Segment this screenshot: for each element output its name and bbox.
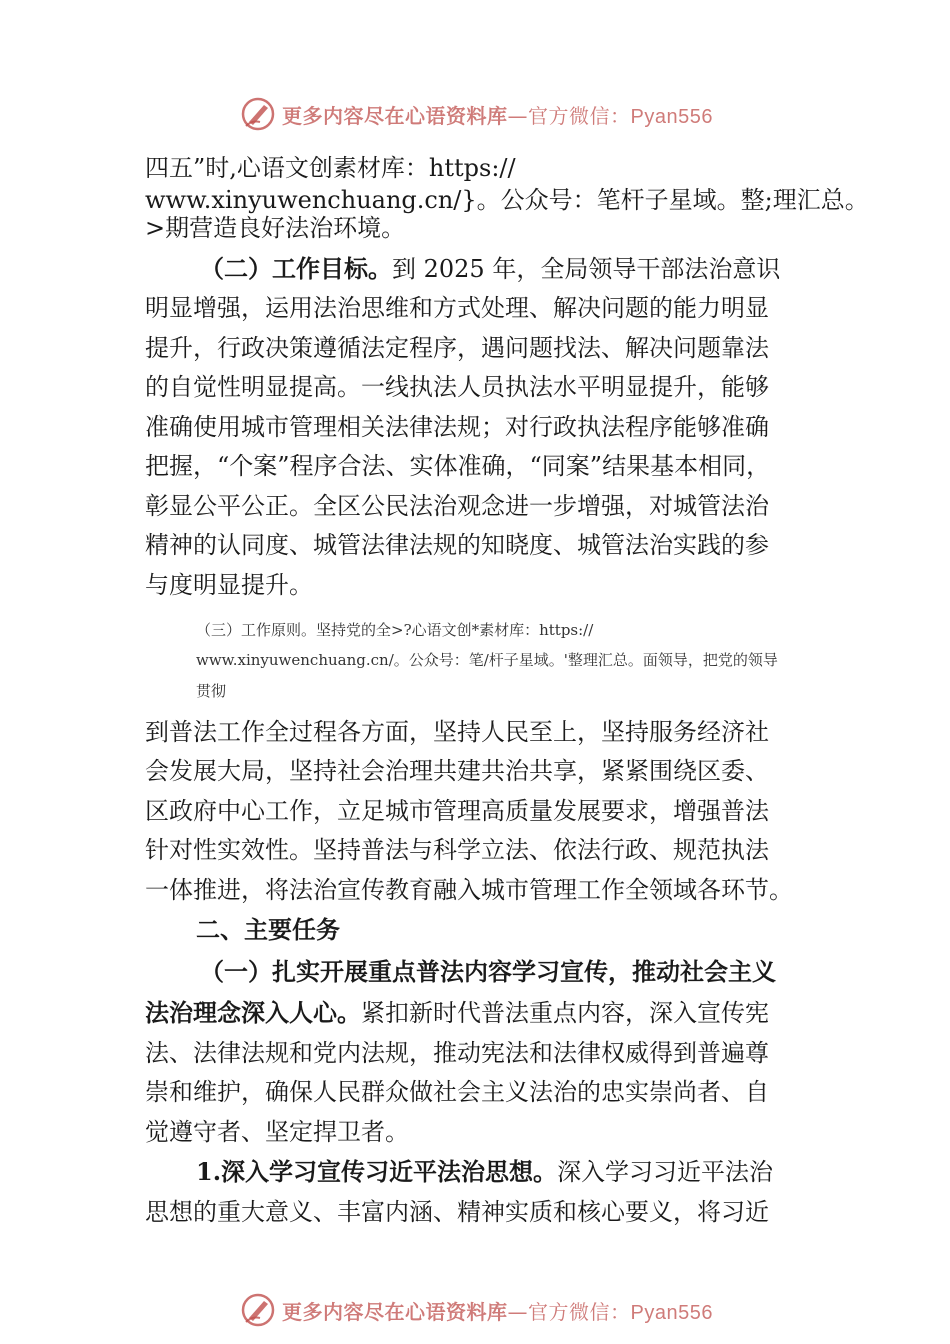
watermark-sub: 官方微信： [528,103,631,128]
watermark-dash: — [507,1299,528,1324]
principle-small-line: 贯彻 [196,682,227,700]
watermark-id: Pyan556 [630,1301,713,1324]
principle-line: 到普法工作全过程各方面，坚持人民至上，坚持服务经济社 [145,718,769,746]
watermark-text [282,1296,713,1325]
goal-label: （二）工作目标。 [200,254,392,283]
goal-line: 与度明显提升。 [145,571,313,599]
pen-logo-icon [240,96,276,132]
section-heading: 二、主要任务 [196,916,340,944]
watermark-dash: — [507,103,528,128]
goal-line: 的自觉性明显提高。一线执法人员执法水平明显提升，能够 [145,373,769,401]
goal-first-text: 到 2025 年，全局领导干部法治意识 [392,255,781,283]
task1-line: 法、法律法规和党内法规，推动宪法和法律权威得到普遍尊 [145,1039,769,1067]
principle-line: 区政府中心工作，立足城市管理高质量发展要求，增强普法 [145,797,769,825]
principle-small-line: （三）工作原则。坚持党的全>?心语文创*素材库：https:// [196,621,594,639]
task1-line: 觉遵守者、坚定捍卫者。 [145,1118,409,1146]
goal-line: 提升，行政决策遵循法定程序，遇问题找法、解决问题靠法 [145,334,769,362]
principle-line: 会发展大局，坚持社会治理共建共治共享，紧紧围绕区委、 [145,757,769,785]
task1-first-text: 紧扣新时代普法重点内容，深入宣传宪 [361,999,769,1027]
item1-line: 思想的重大意义、丰富内涵、精神实质和核心要义，将习近 [145,1198,769,1226]
watermark-main: 更多内容尽在心语资料库 [282,103,508,128]
watermark-text [282,100,713,129]
text-line: >期营造良好法治环境。 [145,214,406,242]
watermark-main: 更多内容尽在心语资料库 [282,1299,508,1324]
goal-line: 准确使用城市管理相关法律法规；对行政执法程序能够准确 [145,413,769,441]
task1-bold-line: （一）扎实开展重点普法内容学习宣传，推动社会主义 [200,957,776,986]
goal-line: 彰显公平公正。全区公民法治观念进一步增强，对城管法治 [145,492,769,520]
task1-line: 崇和维护，确保人民群众做社会主义法治的忠实崇尚者、自 [145,1078,769,1106]
goal-line: 明显增强，运用法治思维和方式处理、解决问题的能力明显 [145,294,769,322]
principle-line: 一体推进，将法治宣传教育融入城市管理工作全领域各环节。 [145,876,793,904]
task1-first-line [145,999,769,1027]
principle-small-line: www.xinyuwenchuang.cn/。公众号：笔/杆子星域。'整理汇总。面领导，把党的领导 [196,651,778,669]
watermark-banner-bottom [240,1290,760,1330]
goal-first-line [200,255,780,283]
text-line: 四五”时,心语文创素材库：https:// [145,154,516,182]
goal-line: 精神的认同度、城管法律法规的知晓度、城管法治实践的参 [145,531,769,559]
principle-line: 针对性实效性。坚持普法与科学立法、依法行政、规范执法 [145,836,769,864]
watermark-sub: 官方微信： [528,1299,631,1324]
item1-first-line [196,1158,773,1186]
item1-bold: 1.深入学习宣传习近平法治思想。 [196,1157,558,1186]
watermark-id: Pyan556 [630,105,713,128]
watermark-banner-top [240,94,760,134]
pen-logo-icon [240,1292,276,1328]
goal-line: 把握，“个案”程序合法、实体准确，“同案”结果基本相同， [145,452,771,480]
item1-first-text: 深入学习习近平法治 [557,1158,774,1186]
text-line: www.xinyuwenchuang.cn/}。公众号：笔杆子星域。整;理汇总。 [145,186,869,214]
task1-bold-tail: 法治理念深入人心。 [145,998,361,1027]
